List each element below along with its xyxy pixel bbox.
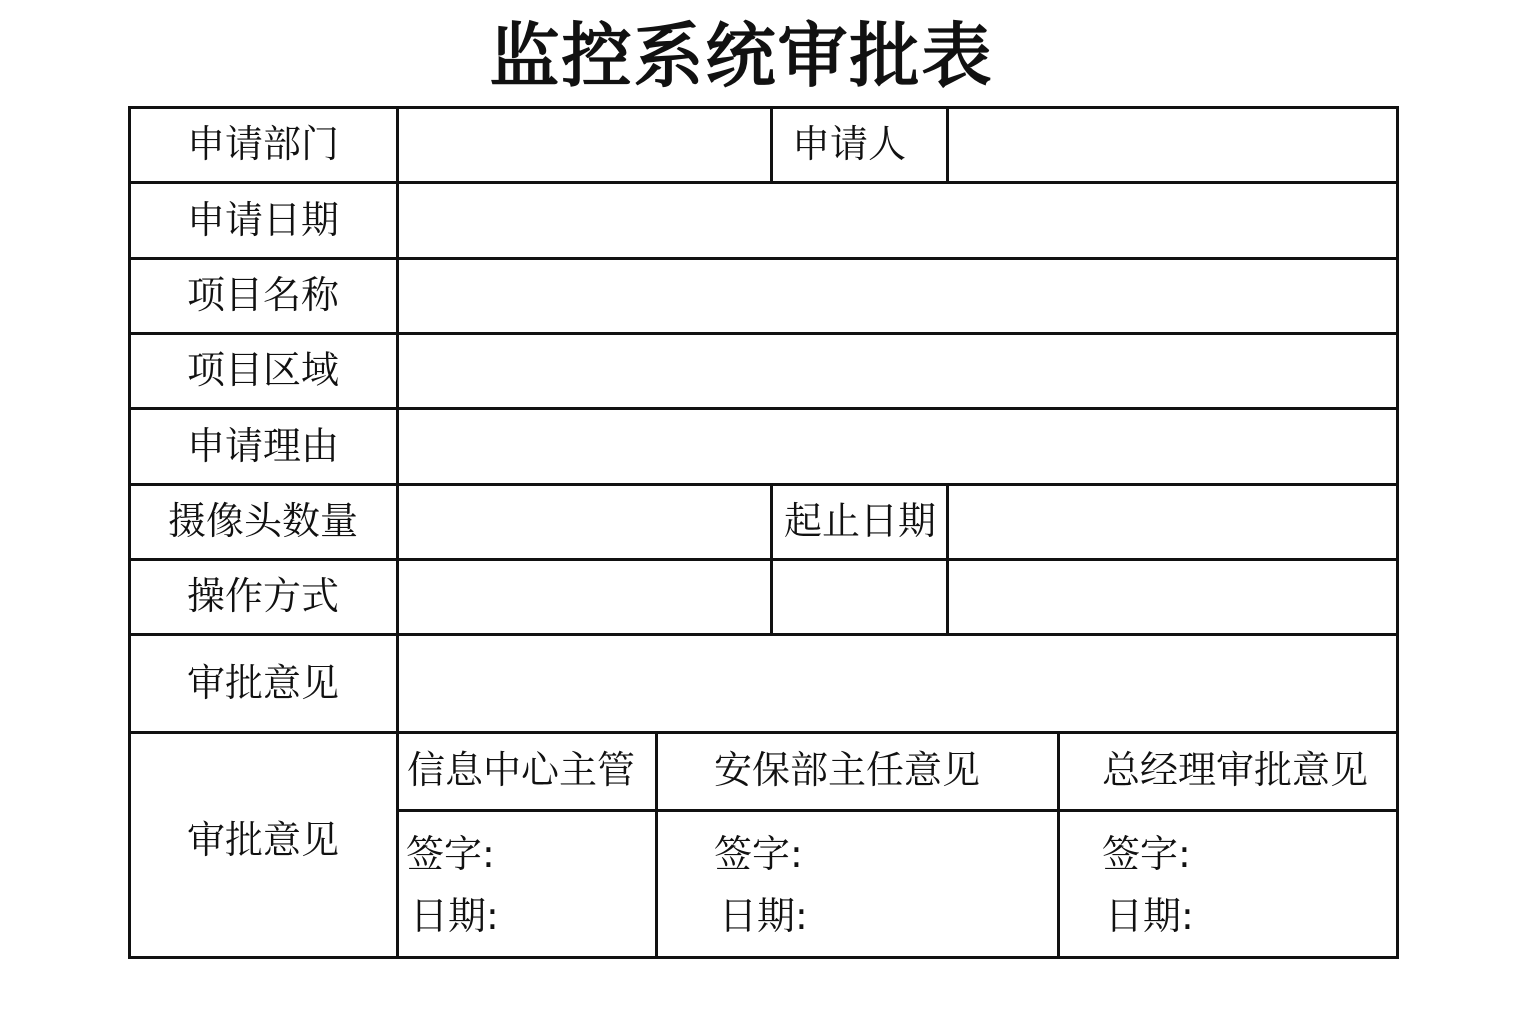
sign-label: 签字: [1102, 832, 1191, 876]
label-camera-count: 摄像头数量 [167, 499, 358, 543]
approver-title: 总经理审批意见 [1102, 748, 1369, 792]
date-label: 日期: [410, 894, 499, 938]
date-label: 日期: [1105, 894, 1194, 938]
table-border-right [1396, 106, 1399, 959]
date-field[interactable] [399, 184, 1396, 257]
approver-title: 安保部主任意见 [714, 748, 981, 792]
label-date: 申请日期 [186, 198, 339, 242]
label-project-area: 项目区域 [186, 348, 339, 392]
approver-column-divider [1057, 731, 1060, 959]
label-period: 起止日期 [784, 499, 937, 543]
sign-label: 签字: [714, 832, 803, 876]
project-area-field[interactable] [399, 335, 1396, 407]
applicant-field[interactable] [949, 109, 1396, 181]
approval-form-table [128, 106, 1397, 957]
approver-header-divider [397, 809, 1397, 812]
operation-field[interactable] [399, 561, 1396, 633]
row-divider [128, 731, 1397, 734]
date-label: 日期: [719, 894, 808, 938]
period-field[interactable] [949, 486, 1396, 558]
project-name-field[interactable] [399, 260, 1396, 332]
table-border-bottom [128, 956, 1397, 959]
approver-column-divider [655, 731, 658, 959]
column-divider [770, 106, 773, 183]
sign-label: 签字: [406, 832, 495, 876]
label-project-name: 项目名称 [186, 273, 339, 317]
camera-count-field[interactable] [399, 486, 770, 558]
approver-title: 信息中心主管 [407, 748, 636, 792]
label-approval: 审批意见 [186, 818, 339, 862]
label-opinion: 审批意见 [186, 661, 339, 705]
opinion-field[interactable] [399, 636, 1396, 731]
label-reason: 申请理由 [186, 424, 339, 468]
page-title: 监控系统审批表 [489, 15, 994, 97]
label-applicant: 申请人 [792, 122, 907, 166]
reason-field[interactable] [399, 410, 1396, 483]
label-operation: 操作方式 [186, 574, 339, 618]
department-field[interactable] [399, 109, 770, 181]
label-department: 申请部门 [186, 122, 339, 166]
